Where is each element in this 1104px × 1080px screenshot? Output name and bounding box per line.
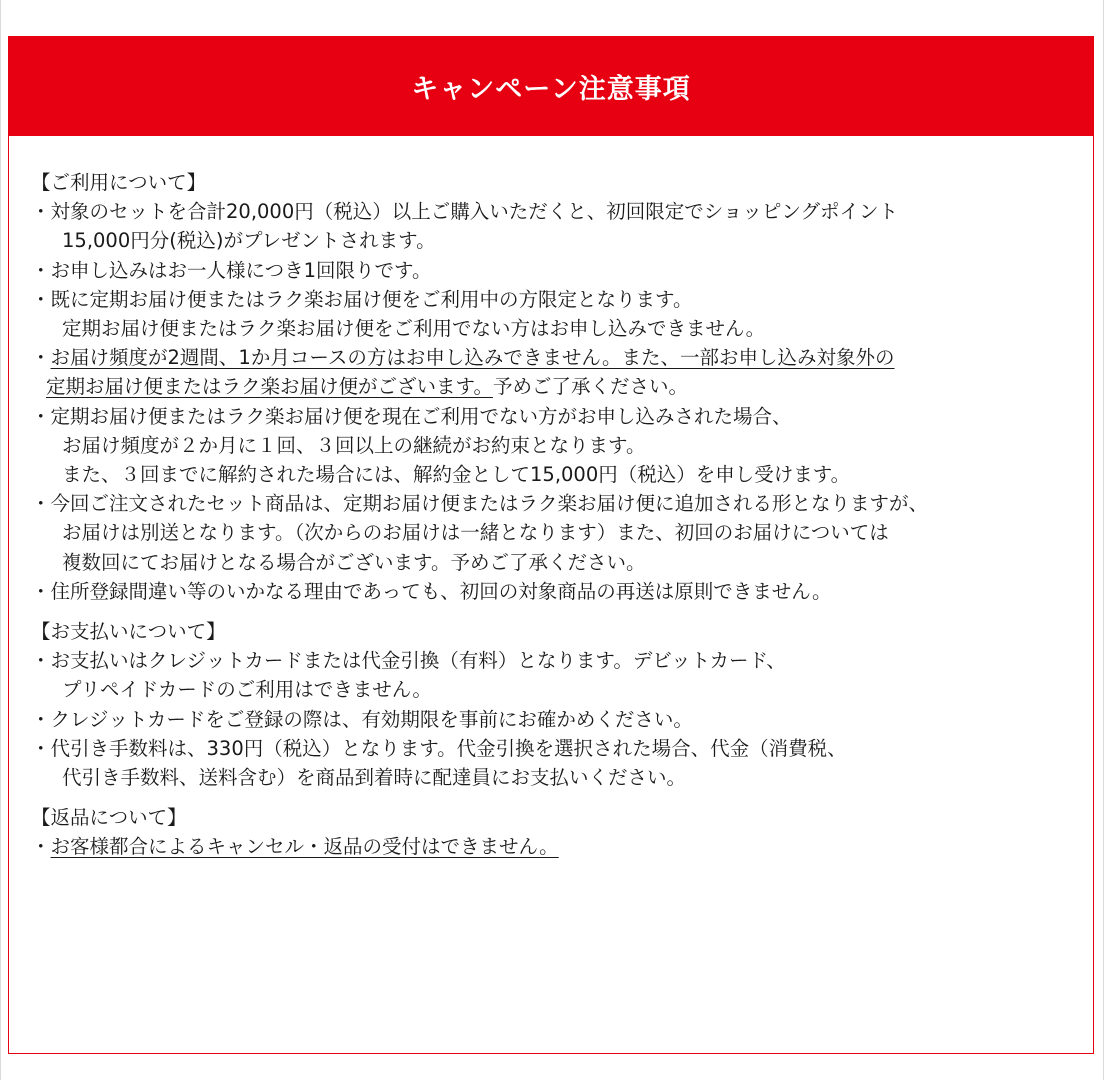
payment-item-cod-fee: ・代引き手数料は、330円（税込）となります。代金引換を選択された場合、代金（消費税、 代引き手数料、送料含む）を商品到着時に配達員にお支払いください。: [31, 736, 847, 790]
usage-item-no-resend: ・住所登録間違い等のいかなる理由であっても、初回の対象商品の再送は原則できません。: [31, 579, 832, 603]
section-title-returns: 【返品について】: [31, 806, 187, 830]
returns-item-no-cancel: ・お客様都合によるキャンセル・返品の受付はできません。: [31, 835, 559, 859]
usage-item-separate-delivery: ・今回ご注文されたセット商品は、定期お届け便またはラク楽お届け便に追加される形となりますが、 お届けは別送となります。（次からのお届けは一緒となります）また、初回のお届けについては 複数回にてお届けとなる場合がございます。予めご了承ください。: [31, 492, 929, 574]
usage-item-point-gift: ・対象のセットを合計20,000円（税込）以上ご購入いただくと、初回限定でショッピングポイント 15,000円分(税込)がプレゼントされます。: [31, 200, 898, 253]
payment-item-methods: ・お支払いはクレジットカードまたは代金引換（有料）となります。デビットカード、 プリペイドカードのご利用はできません。: [31, 649, 786, 702]
usage-item-existing-subscribers: ・既に定期お届け便またはラク楽お届け便をご利用中の方限定となります。 定期お届け便またはラク楽お届け便をご利用でない方はお申し込みできません。: [31, 287, 766, 341]
section-gap: [31, 606, 1093, 617]
campaign-notice-box: [8, 36, 1094, 1054]
payment-item-card-expiry: ・クレジットカードをご登録の際は、有効期限を事前にお確かめください。: [31, 707, 693, 731]
usage-item-once-per-person: ・お申し込みはお一人様につき1回限りです。: [31, 258, 432, 282]
usage-item-frequency-exclusion: ・お届け頻度が2週間、1か月コースの方はお申し込みできません。また、一部お申し込み対象外の 定期お届け便またはラク楽お届け便がございます。予めご了承ください。: [31, 346, 895, 399]
section-gap: [31, 792, 1093, 803]
section-title-usage: 【ご利用について】: [31, 171, 207, 194]
notice-body: [9, 136, 1093, 862]
usage-item-continuation-terms: ・定期お届け便またはラク楽お届け便を現在ご利用でない方がお申し込みされた場合、 お届け頻度が２か月に１回、３回以上の継続がお約束となります。 また、３回までに解約された場合には、解約金として15,000円（税込）を申し受けます。: [31, 404, 851, 487]
notice-title: キャンペーン注意事項: [411, 74, 691, 105]
page-edge-left: [0, 0, 1, 1080]
notice-header: [9, 37, 1093, 136]
section-title-payment: 【お支払いについて】: [31, 620, 226, 644]
